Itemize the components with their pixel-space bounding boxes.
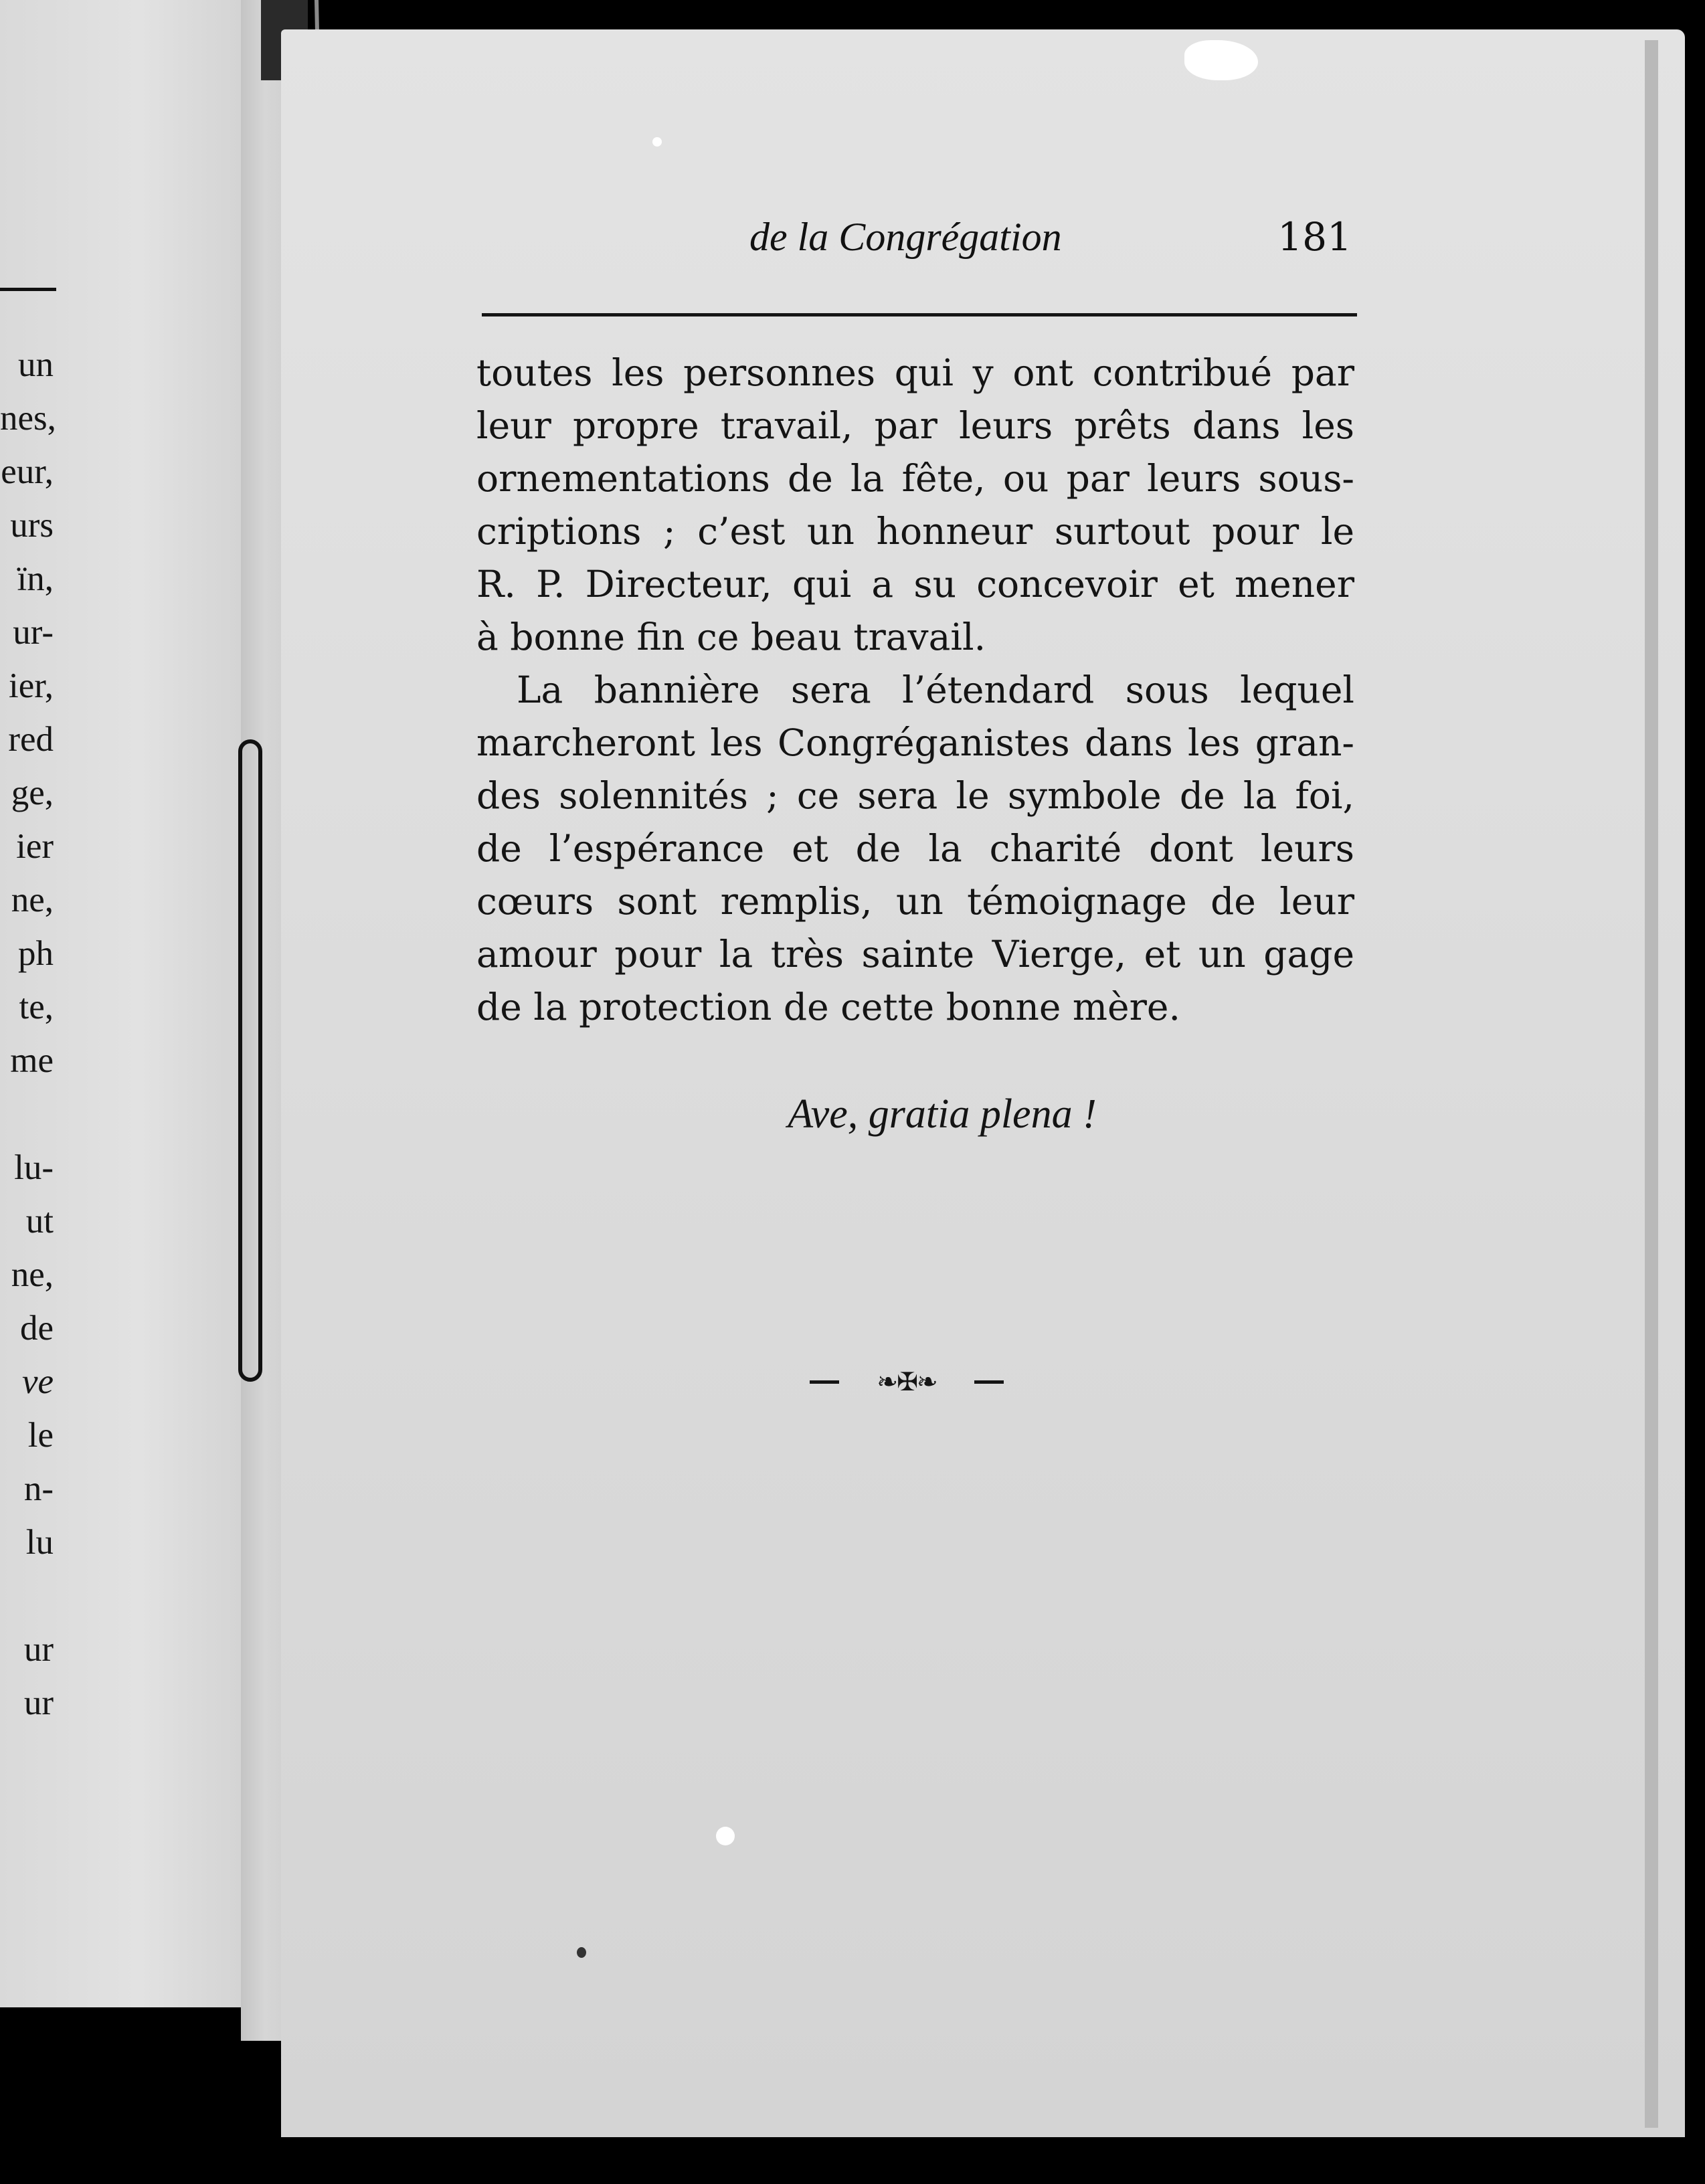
previous-page-fragment: le bbox=[27, 1416, 54, 1455]
previous-page-text-fragments bbox=[0, 338, 54, 1730]
previous-page bbox=[0, 0, 254, 2007]
fleuron-icon: ❧✠❧ bbox=[877, 1367, 937, 1396]
previous-page-fragment: un bbox=[18, 345, 54, 384]
previous-page-fragment: ne, bbox=[11, 1255, 54, 1294]
text-line: leur propre travail, par leurs prêts dans les bbox=[476, 404, 1354, 447]
previous-page-fragment: n- bbox=[23, 1469, 54, 1508]
text-line: R. P. Directeur, qui a su concevoir et mener bbox=[476, 563, 1354, 606]
paragraph-1 bbox=[476, 347, 1354, 664]
previous-page-fragment: ïn, bbox=[17, 559, 54, 598]
previous-page-fragment: te, bbox=[19, 988, 54, 1026]
text-line: La bannière sera l’étendard sous lequel bbox=[517, 668, 1354, 711]
text-line: amour pour la très sainte Vierge, et un gage bbox=[476, 933, 1354, 976]
text-line: marcheront les Congréganistes dans les gran- bbox=[476, 721, 1354, 764]
previous-page-fragment: red bbox=[8, 720, 54, 759]
previous-page-fragment: urs bbox=[10, 506, 54, 545]
header-rule bbox=[482, 313, 1357, 316]
previous-page-fragment: ier bbox=[16, 827, 54, 866]
previous-page-fragment: ne, bbox=[11, 881, 54, 919]
previous-page-fragment: ier, bbox=[8, 666, 54, 705]
running-head bbox=[482, 201, 1358, 274]
text-line: à bonne fin ce beau travail. bbox=[476, 616, 986, 658]
previous-page-gap bbox=[0, 1569, 54, 1623]
text-line: de la protection de cette bonne mère. bbox=[476, 986, 1180, 1028]
previous-page-gap bbox=[0, 1087, 54, 1141]
previous-page-fragment: eur, bbox=[1, 452, 54, 491]
previous-page-fragment: ur bbox=[23, 1683, 54, 1722]
running-title: de la Congrégation bbox=[749, 215, 1062, 259]
previous-page-fragment: lu- bbox=[14, 1148, 54, 1187]
previous-page-fragment: lu bbox=[25, 1523, 54, 1562]
body-text bbox=[476, 347, 1354, 1034]
paper-blemish bbox=[652, 137, 662, 147]
binding-string-loop bbox=[238, 739, 262, 1382]
ornament-dash-left bbox=[810, 1380, 839, 1384]
previous-page-fragment: ur bbox=[23, 1630, 54, 1669]
previous-page-fragment: ut bbox=[25, 1202, 54, 1241]
text-line: criptions ; c’est un honneur surtout pour le bbox=[476, 510, 1354, 553]
previous-page-fragment: ge, bbox=[11, 774, 54, 812]
previous-page-fragment: nes, bbox=[0, 399, 56, 438]
previous-page-fragment: ve bbox=[21, 1362, 54, 1401]
paper-blemish bbox=[577, 1947, 586, 1958]
previous-page-fragment: de bbox=[19, 1309, 54, 1348]
text-line: des solennités ; ce sera le symbole de la foi, bbox=[476, 774, 1354, 817]
closing-invocation bbox=[476, 1091, 1354, 1138]
paper-blemish bbox=[716, 1827, 735, 1845]
closing-text: Ave, gratia plena ! bbox=[788, 1091, 1097, 1137]
text-line: de l’espérance et de la charité dont leurs bbox=[476, 827, 1354, 870]
paragraph-2 bbox=[476, 664, 1354, 1034]
previous-page-fragment: me bbox=[10, 1041, 54, 1080]
text-line: toutes les personnes qui y ont contribué par bbox=[476, 351, 1354, 394]
previous-page-fragment: ur- bbox=[13, 613, 54, 652]
text-line: ornementations de la fête, ou par leurs sous- bbox=[476, 457, 1354, 500]
text-line: cœurs sont remplis, un témoignage de leur bbox=[476, 880, 1354, 923]
page-edge-shadow bbox=[1645, 40, 1658, 2128]
previous-page-fragment: ph bbox=[18, 934, 54, 973]
tail-ornament bbox=[810, 1368, 1004, 1395]
page-181 bbox=[281, 29, 1685, 2137]
ornament-dash-right bbox=[974, 1380, 1004, 1384]
previous-page-rule bbox=[0, 288, 56, 291]
page-number: 181 bbox=[1277, 214, 1352, 260]
